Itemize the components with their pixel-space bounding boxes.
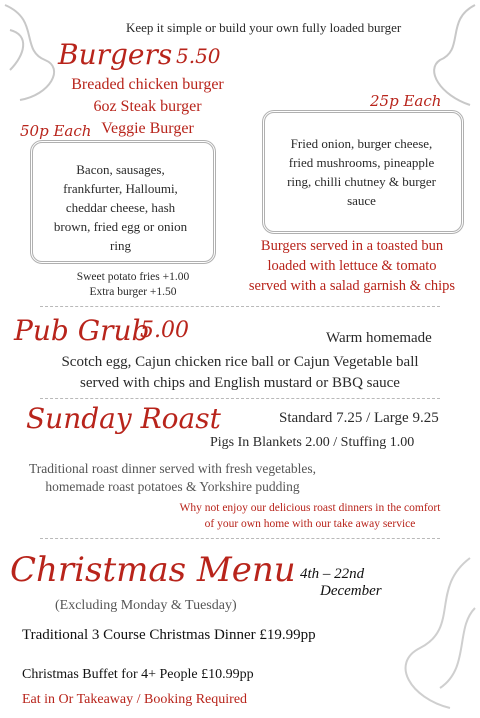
box-50p-price-label: 50p Each <box>20 122 92 140</box>
sunday-roast-extras: Pigs In Blankets 2.00 / Stuffing 1.00 <box>210 435 415 450</box>
christmas-dinner: Traditional 3 Course Christmas Dinner £19.99pp <box>22 627 316 643</box>
roast-takeaway-note <box>150 500 470 532</box>
burgers-title: Burgers <box>58 38 173 71</box>
served-line: loaded with lettuce & tomato <box>267 258 437 274</box>
roast-desc-line: Traditional roast dinner served with fresh vegetables, <box>28 461 317 476</box>
burger-served-note <box>232 236 472 296</box>
christmas-dates-line1: 4th – 22nd <box>300 566 365 582</box>
burger-item: Breaded chicken burger <box>71 76 224 93</box>
burger-item: Veggie Burger <box>101 120 194 137</box>
tagline: Keep it simple or build your own fully loaded burger <box>126 20 402 35</box>
sunday-roast-description <box>0 460 345 496</box>
sunday-roast-prices: Standard 7.25 / Large 9.25 <box>279 410 439 426</box>
pub-grub-line2: Scotch egg, Cajun chicken rice ball or Cajun Vegetable ball <box>61 354 419 370</box>
christmas-title: Christmas Menu <box>10 550 296 590</box>
christmas-booking: Eat in Or Takeaway / Booking Required <box>22 692 248 707</box>
divider <box>40 538 440 539</box>
sunday-roast-title: Sunday Roast <box>26 402 221 435</box>
takeaway-line: Why not enjoy our delicious roast dinners in the comfort <box>179 502 441 514</box>
christmas-buffet: Christmas Buffet for 4+ People £10.99pp <box>22 667 254 682</box>
burger-extras <box>48 270 218 300</box>
box-25p-text: Fried onion, burger cheese, fried mushrooms, pineapple ring, chilli chutney & burger sauce <box>287 136 436 208</box>
corner-swirl-bottom-right-icon <box>370 548 480 718</box>
divider <box>40 306 440 307</box>
burger-item: 6oz Steak burger <box>93 98 202 115</box>
box-50p-text: Bacon, sausages, frankfurter, Halloumi, cheddar cheese, hash brown, fried egg or onion ring <box>53 162 188 253</box>
roast-desc-line: homemade roast potatoes & Yorkshire pudding <box>45 479 300 494</box>
extra-item: Sweet potato fries +1.00 <box>76 271 190 283</box>
christmas-dates-line2: December <box>320 583 382 599</box>
christmas-dates <box>300 566 382 600</box>
burgers-price: 5.50 <box>176 44 221 68</box>
pub-grub-description <box>0 352 480 394</box>
divider <box>40 398 440 399</box>
pub-grub-price: 5.00 <box>140 318 189 343</box>
served-line: served with a salad garnish & chips <box>248 278 456 294</box>
served-line: Burgers served in a toasted bun <box>260 238 444 254</box>
pub-grub-line3: served with chips and English mustard or BBQ sauce <box>80 375 400 391</box>
takeaway-line: of your own home with our take away service <box>204 518 416 530</box>
extra-item: Extra burger +1.50 <box>89 286 177 298</box>
pub-grub-line1: Warm homemade <box>326 330 432 346</box>
box-25p-price-label: 25p Each <box>370 92 442 110</box>
christmas-excluding: (Excluding Monday & Tuesday) <box>55 598 237 613</box>
pub-grub-title: Pub Grub <box>14 314 150 347</box>
